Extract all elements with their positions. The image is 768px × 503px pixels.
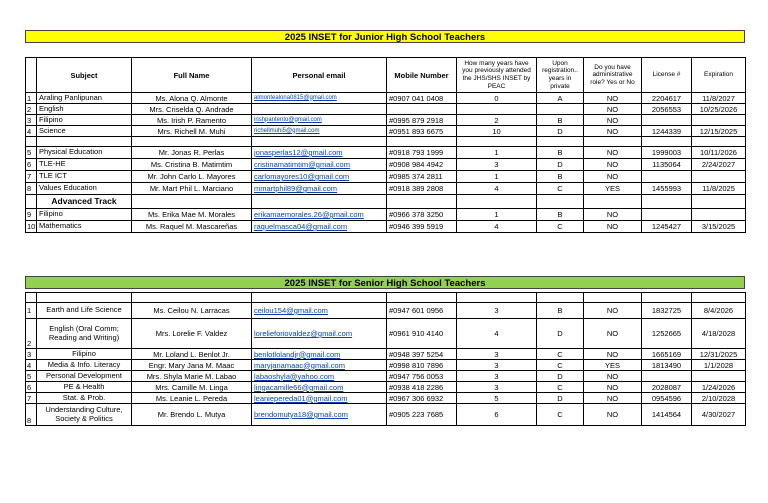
expiration-cell: 1/1/2028 (692, 360, 746, 371)
table-row (26, 319, 746, 349)
years-attended-cell: 10 (457, 126, 537, 137)
years-attended-cell: 3 (457, 349, 537, 360)
expiration-cell: 2/10/2028 (692, 393, 746, 404)
table-row (26, 349, 746, 360)
subject-cell: Araling Panlipunan (37, 93, 132, 104)
mobile-number-cell: #0947 756 0053 (387, 371, 457, 382)
mobile-number-cell: #0995 879 2918 (387, 115, 457, 126)
expiration-cell: 12/31/2025 (692, 349, 746, 360)
years-private-cell: C (537, 183, 584, 195)
full-name-cell: Mrs. Criselda Q. Andrade (132, 104, 252, 115)
header-number (26, 58, 37, 93)
mobile-number-cell: #0985 374 2811 (387, 171, 457, 183)
email-link[interactable]: richellmuhi5@gmail.com (252, 126, 387, 137)
table-row (26, 382, 746, 393)
subject-cell: Values Education (37, 183, 132, 195)
full-name-cell: Mr. Mart Phil L. Marciano (132, 183, 252, 195)
full-name-cell: Ms. Ceilou N. Larracas (132, 303, 252, 319)
row-number: 8 (26, 183, 37, 195)
subject-cell: Physical Education (37, 147, 132, 159)
years-private-cell: C (537, 349, 584, 360)
years-private-cell: C (537, 360, 584, 371)
admin-role-cell: NO (584, 115, 642, 126)
email-link[interactable] (252, 104, 387, 115)
shs-title-banner: 2025 INSET for Senior High School Teachers (25, 276, 745, 289)
row-number: 6 (26, 159, 37, 171)
expiration-cell (692, 371, 746, 382)
license-number-cell: 1414564 (642, 404, 692, 426)
expiration-cell (692, 115, 746, 126)
subject-cell: PE & Health (37, 382, 132, 393)
row-number: 5 (26, 371, 37, 382)
subject-cell: Earth and Life Science (37, 303, 132, 319)
subject-cell: Media & Info. Literacy (37, 360, 132, 371)
mobile-number-cell: #0948 397 5254 (387, 349, 457, 360)
email-link[interactable]: mmartphil89@gmail.com (252, 183, 387, 195)
subject-cell: Mathematics (37, 221, 132, 233)
subject-cell: English (37, 104, 132, 115)
license-number-cell: 1832725 (642, 303, 692, 319)
admin-role-cell: YES (584, 360, 642, 371)
row-number: 8 (26, 404, 37, 426)
email-link[interactable]: raquelmasca04@gmail.com (252, 221, 387, 233)
full-name-cell: Mr. Loland L. Benlot Jr. (132, 349, 252, 360)
email-link[interactable]: lingacamille66@gmail.com (252, 382, 387, 393)
license-number-cell (642, 371, 692, 382)
years-private-cell: B (537, 147, 584, 159)
row-number: 9 (26, 209, 37, 221)
license-number-cell: 2028087 (642, 382, 692, 393)
years-attended-cell: 3 (457, 360, 537, 371)
admin-role-cell: NO (584, 349, 642, 360)
table-row (26, 159, 746, 171)
years-private-cell: C (537, 221, 584, 233)
row-number: 4 (26, 126, 37, 137)
table-row (26, 393, 746, 404)
email-link[interactable]: leaniepereda01@gmail.com (252, 393, 387, 404)
table-row (26, 171, 746, 183)
email-link[interactable]: labaoshyla@yahoo.com (252, 371, 387, 382)
license-number-cell: 1252665 (642, 319, 692, 349)
mobile-number-cell (387, 104, 457, 115)
email-link[interactable]: jonasperlas12@gmail.com (252, 147, 387, 159)
header-admin-role: Do you have administrative role? Yes or No (584, 58, 642, 93)
full-name-cell: Mr. John Carlo L. Mayores (132, 171, 252, 183)
license-number-cell: 1135064 (642, 159, 692, 171)
subject-cell: Filipino (37, 209, 132, 221)
years-attended-cell: 3 (457, 303, 537, 319)
mobile-number-cell: #0966 378 3250 (387, 209, 457, 221)
years-private-cell: D (537, 371, 584, 382)
years-private-cell: D (537, 319, 584, 349)
advanced-track-label: Advanced Track (37, 195, 132, 209)
table-row (26, 115, 746, 126)
years-attended-cell: 3 (457, 382, 537, 393)
mobile-number-cell: #0918 389 2808 (387, 183, 457, 195)
expiration-cell: 11/8/2027 (692, 93, 746, 104)
email-link[interactable]: almontealona0815@gmail.com (252, 93, 387, 104)
admin-role-cell: NO (584, 393, 642, 404)
mobile-number-cell: #0907 041 0408 (387, 93, 457, 104)
admin-role-cell: NO (584, 319, 642, 349)
admin-role-cell: NO (584, 147, 642, 159)
table-row (26, 360, 746, 371)
admin-role-cell: NO (584, 303, 642, 319)
header-subject: Subject (37, 58, 132, 93)
years-attended-cell: 2 (457, 115, 537, 126)
years-private-cell: D (537, 393, 584, 404)
mobile-number-cell: #0947 601 0956 (387, 303, 457, 319)
license-number-cell: 0954596 (642, 393, 692, 404)
table-row (26, 209, 746, 221)
license-number-cell: 2056553 (642, 104, 692, 115)
license-number-cell: 1665169 (642, 349, 692, 360)
header-full-name: Full Name (132, 58, 252, 93)
jhs-teachers-table (25, 57, 746, 233)
email-link[interactable]: benlotlolandjr@gmail.com (252, 349, 387, 360)
header-mobile: Mobile Number (387, 58, 457, 93)
license-number-cell (642, 115, 692, 126)
years-private-cell: B (537, 303, 584, 319)
full-name-cell: Ms. Raquel M. Mascareñas (132, 221, 252, 233)
full-name-cell: Mrs. Camille M. Linga (132, 382, 252, 393)
shs-spacer-row (26, 293, 746, 303)
full-name-cell: Mr. Brendo L. Mutya (132, 404, 252, 426)
email-link[interactable]: erikamaemorales.26@gmail.com (252, 209, 387, 221)
admin-role-cell: NO (584, 126, 642, 137)
years-attended-cell: 1 (457, 209, 537, 221)
row-number: 5 (26, 147, 37, 159)
license-number-cell: 1245427 (642, 221, 692, 233)
email-link[interactable]: lorelieforiovaldez@gmail.com (252, 319, 387, 349)
years-private-cell: B (537, 171, 584, 183)
table-row (26, 371, 746, 382)
admin-role-cell: NO (584, 93, 642, 104)
subject-cell: Science (37, 126, 132, 137)
full-name-cell: Ms. Irish P. Ramento (132, 115, 252, 126)
years-attended-cell: 4 (457, 221, 537, 233)
email-link[interactable]: maryjanamaac@gmail.com (252, 360, 387, 371)
mobile-number-cell: #0908 984 4942 (387, 159, 457, 171)
years-attended-cell: 0 (457, 93, 537, 104)
row-number: 4 (26, 360, 37, 371)
mobile-number-cell: #0938 418 2286 (387, 382, 457, 393)
expiration-cell: 11/8/2025 (692, 183, 746, 195)
full-name-cell: Mr. Jonas R. Perlas (132, 147, 252, 159)
subject-cell: English (Oral Comm; Reading and Writing) (37, 319, 132, 349)
table-row (26, 104, 746, 115)
admin-role-cell: NO (584, 104, 642, 115)
table-row (26, 303, 746, 319)
admin-role-cell: NO (584, 221, 642, 233)
full-name-cell: Mrs. Lorelie F. Valdez (132, 319, 252, 349)
admin-role-cell: NO (584, 209, 642, 221)
years-private-cell: D (537, 159, 584, 171)
email-link[interactable]: brendomutya18@gmail.com (252, 404, 387, 426)
subject-cell: Personal Development (37, 371, 132, 382)
expiration-cell (692, 171, 746, 183)
header-years-attended: How many years have you previously attended the JHS/SHS INSET by PEAC (457, 58, 537, 93)
full-name-cell: Ms. Alona Q. Almonte (132, 93, 252, 104)
years-attended-cell: 1 (457, 147, 537, 159)
license-number-cell: 2204617 (642, 93, 692, 104)
email-link[interactable]: irishpantento@gmail.com (252, 115, 387, 126)
license-number-cell: 1999003 (642, 147, 692, 159)
table-row (26, 126, 746, 137)
row-number: 2 (26, 319, 37, 349)
mobile-number-cell: #0998 810 7896 (387, 360, 457, 371)
license-number-cell (642, 209, 692, 221)
license-number-cell: 1244339 (642, 126, 692, 137)
table-row (26, 147, 746, 159)
row-number: 1 (26, 93, 37, 104)
years-attended-cell: 3 (457, 371, 537, 382)
admin-role-cell: NO (584, 404, 642, 426)
years-private-cell: D (537, 126, 584, 137)
expiration-cell: 12/15/2025 (692, 126, 746, 137)
shs-teachers-table (25, 292, 746, 426)
expiration-cell: 10/25/2026 (692, 104, 746, 115)
full-name-cell: Ms. Erika Mae M. Morales (132, 209, 252, 221)
advanced-track-row (26, 195, 746, 209)
subject-cell: Filipino (37, 349, 132, 360)
years-attended-cell: 4 (457, 319, 537, 349)
row-number: 2 (26, 104, 37, 115)
subject-cell: Understanding Culture, Society & Politics (37, 404, 132, 426)
full-name-cell: Ms. Leanie L. Pereda (132, 393, 252, 404)
years-attended-cell: 5 (457, 393, 537, 404)
years-attended-cell (457, 104, 537, 115)
full-name-cell: Mrs. Shyla Marie M. Labao (132, 371, 252, 382)
expiration-cell: 2/24/2027 (692, 159, 746, 171)
email-link[interactable]: carlomayores10@gmail.com (252, 171, 387, 183)
email-link[interactable]: cristinamatimtim@gmail.com (252, 159, 387, 171)
mobile-number-cell: #0905 223 7685 (387, 404, 457, 426)
row-number: 10 (27, 222, 36, 231)
mobile-number-cell: #0951 893 6675 (387, 126, 457, 137)
expiration-cell: 3/15/2025 (692, 221, 746, 233)
header-email: Personal email (252, 58, 387, 93)
admin-role-cell: YES (584, 183, 642, 195)
header-expiration: Expiration (692, 58, 746, 93)
admin-role-cell: NO (584, 159, 642, 171)
full-name-cell: Engr. Mary Jana M. Maac (132, 360, 252, 371)
row-number: 3 (26, 115, 37, 126)
subject-cell: Filipino (37, 115, 132, 126)
expiration-cell: 8/4/2026 (692, 303, 746, 319)
subject-cell: TLE ICT (37, 171, 132, 183)
mobile-number-cell: #0946 399 5919 (387, 221, 457, 233)
spacer-row (26, 137, 746, 147)
jhs-header-row (26, 58, 746, 93)
admin-role-cell: NO (584, 171, 642, 183)
admin-role-cell: NO (584, 382, 642, 393)
license-number-cell: 1813490 (642, 360, 692, 371)
years-private-cell: C (537, 404, 584, 426)
license-number-cell: 1455993 (642, 183, 692, 195)
header-years-private: Upon registration.. years in private (537, 58, 584, 93)
jhs-title-banner: 2025 INSET for Junior High School Teachers (25, 30, 745, 43)
admin-role-cell: NO (584, 371, 642, 382)
full-name-cell: Mrs. Richell M. Muhi (132, 126, 252, 137)
years-private-cell: A (537, 93, 584, 104)
table-row (26, 183, 746, 195)
years-attended-cell: 6 (457, 404, 537, 426)
row-number: 3 (26, 349, 37, 360)
expiration-cell: 4/18/2028 (692, 319, 746, 349)
row-number: 7 (26, 171, 37, 183)
full-name-cell: Ms. Cristina B. Matimtim (132, 159, 252, 171)
expiration-cell: 4/30/2027 (692, 404, 746, 426)
row-number: 1 (26, 303, 37, 319)
years-private-cell: B (537, 115, 584, 126)
mobile-number-cell: #0961 910 4140 (387, 319, 457, 349)
row-number: 6 (26, 382, 37, 393)
years-private-cell (537, 104, 584, 115)
years-attended-cell: 3 (457, 159, 537, 171)
table-row (26, 404, 746, 426)
header-license: License # (642, 58, 692, 93)
subject-cell: TLE-HE (37, 159, 132, 171)
expiration-cell: 1/24/2026 (692, 382, 746, 393)
table-row (26, 221, 746, 233)
mobile-number-cell: #0918 793 1999 (387, 147, 457, 159)
table-row (26, 93, 746, 104)
years-attended-cell: 4 (457, 183, 537, 195)
expiration-cell: 10/11/2026 (692, 147, 746, 159)
license-number-cell (642, 171, 692, 183)
expiration-cell (692, 209, 746, 221)
years-private-cell: C (537, 382, 584, 393)
years-private-cell: B (537, 209, 584, 221)
years-attended-cell: 1 (457, 171, 537, 183)
row-number: 7 (26, 393, 37, 404)
subject-cell: Stat. & Prob. (37, 393, 132, 404)
mobile-number-cell: #0967 306 6932 (387, 393, 457, 404)
email-link[interactable]: ceilou154@gmail.com (252, 303, 387, 319)
